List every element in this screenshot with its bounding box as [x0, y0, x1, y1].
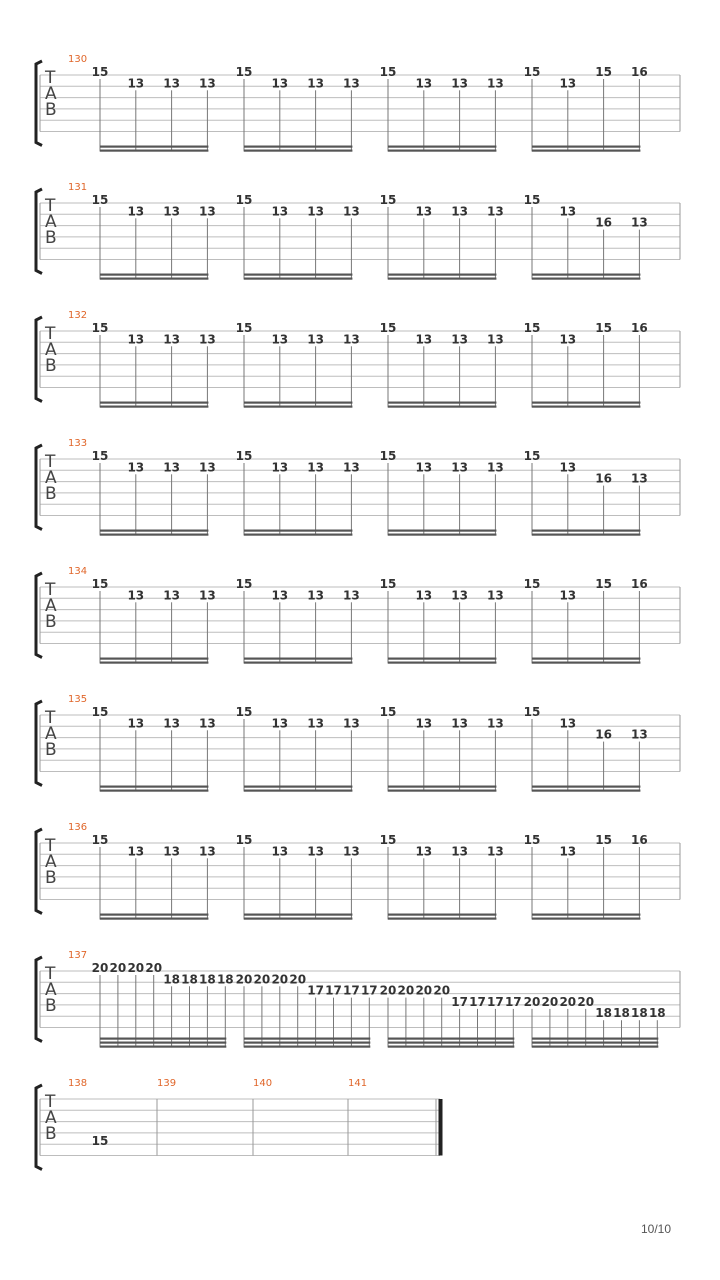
system-137-fret-number: 20 — [433, 983, 451, 998]
measure-number-140: 140 — [253, 1078, 273, 1089]
system-133-beam — [244, 534, 352, 536]
system-136-fret-number: 13 — [415, 844, 433, 859]
system-136-tab-letter-t: T — [45, 836, 56, 856]
system-134-fret-number: 13 — [163, 588, 180, 603]
system-133-fret-number: 13 — [451, 460, 468, 475]
system-135-fret-number: 13 — [487, 716, 504, 731]
system-133-fret-number: 13 — [343, 460, 360, 475]
system-133-beam — [244, 530, 352, 532]
system-131-beam — [532, 278, 640, 280]
system-132-bracket — [36, 317, 42, 402]
system-132-tab-letter-a: A — [45, 340, 57, 360]
system-137-fret-number: 18 — [163, 972, 180, 987]
system-136-fret-number: 13 — [487, 844, 504, 859]
system-136-fret-number: 16 — [631, 833, 648, 847]
system-131-fret-number: 13 — [307, 204, 324, 219]
system-137-fret-number: 20 — [397, 983, 415, 998]
system-133-fret-number: 15 — [91, 449, 109, 463]
system-137-beam — [388, 1038, 514, 1040]
system-135-fret-number: 13 — [415, 716, 433, 731]
system-137-fret-number: 20 — [145, 961, 163, 975]
system-137-beam — [388, 1046, 514, 1048]
system-137-fret-number: 17 — [469, 994, 486, 1009]
system-134-beam — [244, 658, 352, 660]
system-130-fret-number: 15 — [235, 65, 253, 79]
system-136-fret-number: 15 — [595, 833, 612, 847]
system-137-fret-number: 20 — [577, 994, 595, 1009]
system-135-beam — [532, 790, 640, 792]
system-137-bracket — [36, 957, 42, 1042]
system-137-fret-number: 20 — [559, 994, 577, 1009]
system-136-fret-number: 13 — [127, 844, 145, 859]
system-135-fret-number: 13 — [343, 716, 360, 731]
system-133-tab-letter-a: A — [45, 468, 57, 488]
system-136-fret-number: 13 — [343, 844, 360, 859]
system-134-fret-number: 13 — [343, 588, 360, 603]
system-final-tab-letter-a: A — [45, 1108, 57, 1128]
system-136-beam — [388, 914, 496, 916]
system-135-fret-number: 15 — [523, 705, 541, 719]
system-134-tab-letter-t: T — [45, 580, 56, 600]
system-133-beam — [388, 534, 496, 536]
system-131-fret-number: 13 — [487, 204, 504, 219]
system-133-fret-number: 13 — [631, 471, 648, 486]
system-132-fret-number: 13 — [307, 332, 324, 347]
system-137-beam — [388, 1042, 514, 1044]
system-132-fret-number: 15 — [235, 321, 253, 335]
system-130-fret-number: 13 — [271, 76, 289, 91]
system-135-fret-number: 15 — [91, 705, 109, 719]
system-131-bracket — [36, 189, 42, 274]
system-131-beam — [388, 278, 496, 280]
system-135-beam — [388, 786, 496, 788]
system-137-fret-number: 18 — [216, 972, 234, 987]
system-133-beam — [100, 534, 208, 536]
system-137-fret-number: 20 — [289, 972, 307, 987]
system-131-fret-number: 13 — [271, 204, 289, 219]
system-135-tab-letter-a: A — [45, 724, 57, 744]
system-136-bracket — [36, 829, 42, 914]
system-134-fret-number: 15 — [595, 577, 612, 591]
system-136-beam — [532, 914, 640, 916]
system-130-fret-number: 13 — [487, 76, 504, 91]
system-135-tab-letter-b: B — [45, 740, 57, 760]
system-135-fret-number: 15 — [379, 705, 397, 719]
system-136-beam — [244, 918, 352, 920]
system-136-tab-letter-a: A — [45, 852, 57, 872]
system-132-fret-number: 15 — [523, 321, 541, 335]
system-131-fret-number: 13 — [559, 204, 577, 219]
system-130-tab-letter-a: A — [45, 84, 57, 104]
system-130-fret-number: 13 — [307, 76, 324, 91]
system-131-tab-letter-t: T — [45, 196, 56, 216]
system-135-fret-number: 13 — [127, 716, 145, 731]
system-134-fret-number: 13 — [487, 588, 504, 603]
system-131-measure-number: 131 — [68, 182, 88, 193]
system-137-fret-number: 18 — [631, 1006, 648, 1021]
system-131-fret-number: 15 — [523, 193, 541, 207]
system-137-fret-number: 20 — [127, 961, 145, 975]
system-133-bracket — [36, 445, 42, 530]
system-131-fret-number: 13 — [127, 204, 145, 219]
system-135-beam — [388, 790, 496, 792]
system-135-beam — [244, 790, 352, 792]
system-133-fret-number: 13 — [127, 460, 145, 475]
system-135-fret-number: 13 — [271, 716, 289, 731]
system-132-fret-number: 15 — [379, 321, 397, 335]
system-130-beam — [100, 146, 208, 148]
system-135-beam — [100, 790, 208, 792]
system-130-fret-number: 13 — [451, 76, 468, 91]
system-137-fret-number: 18 — [595, 1006, 612, 1021]
system-137-fret-number: 20 — [91, 961, 109, 975]
system-134-tab-letter-b: B — [45, 612, 57, 632]
system-135-beam — [100, 786, 208, 788]
system-132-measure-number: 132 — [68, 310, 88, 321]
system-135-fret-number: 16 — [595, 727, 612, 742]
system-134-fret-number: 13 — [307, 588, 324, 603]
system-131-tab-letter-a: A — [45, 212, 57, 232]
system-132-fret-number: 13 — [343, 332, 360, 347]
system-137-fret-number: 17 — [487, 994, 504, 1009]
system-130-bracket — [36, 61, 42, 146]
system-135-fret-number: 13 — [199, 716, 216, 731]
system-132-beam — [244, 402, 352, 404]
system-130-fret-number: 13 — [127, 76, 145, 91]
system-134-beam — [388, 658, 496, 660]
system-132-beam — [244, 406, 352, 408]
system-133-tab-letter-b: B — [45, 484, 57, 504]
system-136-fret-number: 15 — [523, 833, 541, 847]
system-131-fret-number: 16 — [595, 215, 612, 230]
measure-number-138: 138 — [68, 1078, 88, 1089]
system-133-fret-number: 13 — [415, 460, 433, 475]
system-136-fret-number: 15 — [379, 833, 397, 847]
system-131-fret-number: 15 — [379, 193, 397, 207]
system-132-fret-number: 13 — [415, 332, 433, 347]
system-137-beam — [244, 1046, 370, 1048]
system-136-fret-number: 13 — [163, 844, 180, 859]
system-134-beam — [532, 658, 640, 660]
system-133-beam — [532, 534, 640, 536]
system-137-measure-number: 137 — [68, 950, 88, 961]
system-136-beam — [244, 914, 352, 916]
system-136-beam — [532, 918, 640, 920]
system-130-beam — [532, 150, 640, 152]
system-132-beam — [100, 406, 208, 408]
system-130-beam — [388, 150, 496, 152]
system-135-fret-number: 13 — [631, 727, 648, 742]
system-137-fret-number: 17 — [360, 983, 378, 998]
system-137-beam — [244, 1038, 370, 1040]
system-135-fret-number: 13 — [559, 716, 577, 731]
system-137-fret-number: 17 — [325, 983, 342, 998]
system-136-fret-number: 15 — [91, 833, 109, 847]
system-136-fret-number: 15 — [235, 833, 253, 847]
system-137-fret-number: 20 — [523, 994, 541, 1009]
system-132-fret-number: 13 — [271, 332, 289, 347]
page-number: 10/10 — [641, 1222, 672, 1236]
system-132-fret-number: 13 — [163, 332, 180, 347]
system-134-fret-number: 15 — [523, 577, 541, 591]
system-134-measure-number: 134 — [68, 566, 88, 577]
system-135-fret-number: 13 — [451, 716, 468, 731]
system-133-tab-letter-t: T — [45, 452, 56, 472]
system-132-beam — [388, 406, 496, 408]
system-134-fret-number: 15 — [379, 577, 397, 591]
system-133-fret-number: 15 — [379, 449, 397, 463]
system-137-tab-letter-t: T — [45, 964, 56, 984]
system-134-fret-number: 13 — [415, 588, 433, 603]
system-132-fret-number: 13 — [451, 332, 468, 347]
system-131-fret-number: 13 — [415, 204, 433, 219]
system-133-fret-number: 13 — [199, 460, 216, 475]
system-134-beam — [100, 658, 208, 660]
system-131-fret-number: 13 — [163, 204, 180, 219]
system-133-fret-number: 13 — [487, 460, 504, 475]
system-135-beam — [244, 786, 352, 788]
system-135-fret-number: 13 — [163, 716, 180, 731]
system-132-tab-letter-t: T — [45, 324, 56, 344]
system-130-fret-number: 15 — [91, 65, 109, 79]
system-135-tab-letter-t: T — [45, 708, 56, 728]
system-132-tab-letter-b: B — [45, 356, 57, 376]
system-137-fret-number: 20 — [541, 994, 559, 1009]
system-132-fret-number: 15 — [595, 321, 612, 335]
system-130-tab-letter-t: T — [45, 68, 56, 88]
system-133-fret-number: 15 — [235, 449, 253, 463]
system-133-fret-number: 13 — [271, 460, 289, 475]
system-137-fret-number: 18 — [181, 972, 198, 987]
system-137-fret-number: 20 — [109, 961, 127, 975]
system-137-fret-number: 18 — [613, 1006, 630, 1021]
system-130-fret-number: 13 — [343, 76, 360, 91]
system-137-fret-number: 18 — [199, 972, 216, 987]
system-132-fret-number: 13 — [487, 332, 504, 347]
system-131-beam — [244, 274, 352, 276]
system-137-fret-number: 20 — [235, 972, 253, 987]
system-134-fret-number: 15 — [235, 577, 253, 591]
system-137-beam — [532, 1046, 658, 1048]
system-130-measure-number: 130 — [68, 54, 88, 65]
system-136-beam — [388, 918, 496, 920]
system-137-fret-number: 20 — [415, 983, 433, 998]
system-133-fret-number: 13 — [559, 460, 577, 475]
system-133-fret-number: 13 — [307, 460, 324, 475]
system-133-fret-number: 16 — [595, 471, 612, 486]
system-130-beam — [532, 146, 640, 148]
system-132-beam — [100, 402, 208, 404]
system-137-tab-letter-b: B — [45, 996, 57, 1016]
system-137-beam — [100, 1038, 226, 1040]
system-136-fret-number: 13 — [451, 844, 468, 859]
system-137-beam — [532, 1042, 658, 1044]
system-132-fret-number: 13 — [127, 332, 145, 347]
system-final-tab-letter-t: T — [45, 1092, 56, 1112]
system-135-fret-number: 15 — [235, 705, 253, 719]
system-final-tab-letter-b: B — [45, 1124, 57, 1144]
system-133-beam — [100, 530, 208, 532]
system-136-beam — [100, 914, 208, 916]
system-130-fret-number: 13 — [559, 76, 577, 91]
system-final-bracket — [36, 1085, 42, 1170]
system-130-fret-number: 13 — [163, 76, 180, 91]
system-130-beam — [244, 150, 352, 152]
system-136-fret-number: 13 — [559, 844, 577, 859]
system-134-fret-number: 13 — [451, 588, 468, 603]
system-134-beam — [244, 662, 352, 664]
system-131-beam — [388, 274, 496, 276]
system-135-beam — [532, 786, 640, 788]
system-131-fret-number: 15 — [235, 193, 253, 207]
system-131-beam — [100, 278, 208, 280]
system-134-beam — [532, 662, 640, 664]
system-131-fret-number: 13 — [343, 204, 360, 219]
system-134-fret-number: 15 — [91, 577, 109, 591]
system-136-fret-number: 13 — [199, 844, 216, 859]
system-133-beam — [532, 530, 640, 532]
system-137-fret-number: 20 — [253, 972, 271, 987]
system-137-fret-number: 17 — [307, 983, 324, 998]
system-131-beam — [244, 278, 352, 280]
system-130-fret-number: 15 — [523, 65, 541, 79]
system-137-fret-number: 17 — [504, 994, 522, 1009]
system-135-measure-number: 135 — [68, 694, 88, 705]
system-136-fret-number: 13 — [307, 844, 324, 859]
system-130-beam — [388, 146, 496, 148]
measure-number-139: 139 — [157, 1078, 177, 1089]
system-132-fret-number: 16 — [631, 321, 648, 335]
system-132-beam — [532, 406, 640, 408]
system-130-fret-number: 13 — [199, 76, 216, 91]
system-130-fret-number: 16 — [631, 65, 648, 79]
system-131-fret-number: 13 — [451, 204, 468, 219]
system-131-beam — [532, 274, 640, 276]
system-132-fret-number: 13 — [559, 332, 577, 347]
system-136-measure-number: 136 — [68, 822, 88, 833]
system-132-fret-number: 15 — [91, 321, 109, 335]
system-131-beam — [100, 274, 208, 276]
system-130-fret-number: 15 — [379, 65, 397, 79]
system-136-tab-letter-b: B — [45, 868, 57, 888]
system-137-fret-number: 18 — [648, 1006, 666, 1021]
system-131-fret-number: 13 — [199, 204, 216, 219]
system-136-fret-number: 13 — [271, 844, 289, 859]
system-133-fret-number: 15 — [523, 449, 541, 463]
system-130-beam — [100, 150, 208, 152]
system-135-fret-number: 13 — [307, 716, 324, 731]
system-130-beam — [244, 146, 352, 148]
system-132-beam — [388, 402, 496, 404]
system-133-measure-number: 133 — [68, 438, 88, 449]
system-137-fret-number: 20 — [271, 972, 289, 987]
system-136-beam — [100, 918, 208, 920]
system-135-bracket — [36, 701, 42, 786]
system-137-fret-number: 20 — [379, 983, 397, 998]
system-137-tab-letter-a: A — [45, 980, 57, 1000]
system-131-fret-number: 15 — [91, 193, 109, 207]
system-130-fret-number: 13 — [415, 76, 433, 91]
system-134-tab-letter-a: A — [45, 596, 57, 616]
system-134-fret-number: 13 — [559, 588, 577, 603]
system-134-fret-number: 16 — [631, 577, 648, 591]
system-137-beam — [100, 1046, 226, 1048]
system-132-beam — [532, 402, 640, 404]
system-137-fret-number: 17 — [343, 983, 360, 998]
system-130-fret-number: 15 — [595, 65, 612, 79]
system-137-beam — [100, 1042, 226, 1044]
system-131-tab-letter-b: B — [45, 228, 57, 248]
system-134-bracket — [36, 573, 42, 658]
system-134-beam — [100, 662, 208, 664]
system-137-fret-number: 17 — [451, 994, 468, 1009]
system-134-fret-number: 13 — [199, 588, 216, 603]
system-final-double-barline-thick — [439, 1099, 443, 1156]
system-133-beam — [388, 530, 496, 532]
system-final-fret-number: 15 — [91, 1134, 109, 1149]
system-137-beam — [244, 1042, 370, 1044]
system-134-fret-number: 13 — [271, 588, 289, 603]
system-130-tab-letter-b: B — [45, 100, 57, 120]
system-134-beam — [388, 662, 496, 664]
system-131-fret-number: 13 — [631, 215, 648, 230]
system-132-fret-number: 13 — [199, 332, 216, 347]
system-133-fret-number: 13 — [163, 460, 180, 475]
system-137-beam — [532, 1038, 658, 1040]
measure-number-141: 141 — [348, 1078, 368, 1089]
system-134-fret-number: 13 — [127, 588, 145, 603]
